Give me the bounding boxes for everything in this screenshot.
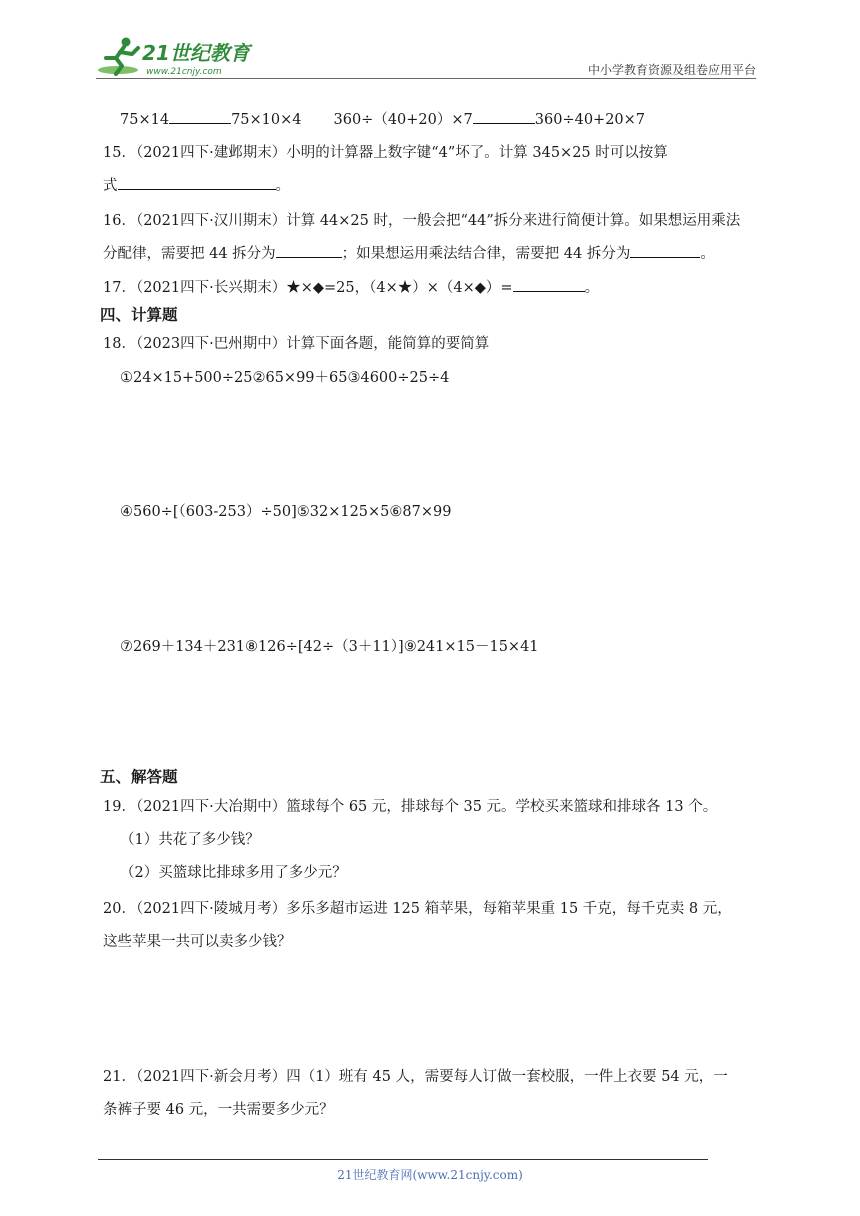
q19-sub-1: （1）共花了多少钱？ xyxy=(120,832,260,848)
logo-url: www.21cnjy.com xyxy=(146,67,222,77)
q14-blank-2[interactable] xyxy=(473,110,535,124)
section-heading-calculation: 四、计算题 xyxy=(100,306,178,324)
q14-expr-c: 360÷（40+20）×7 xyxy=(333,112,473,128)
q17-text: 17．（2021四下·长兴期末）★×◆=25，（4×★）×（4×◆）= xyxy=(103,280,513,296)
footer-site-link[interactable]: 21世纪教育网(www.21cnjy.com) xyxy=(337,1168,523,1182)
q17-text-line xyxy=(103,276,599,297)
q18-text: 18．（2023四下·巴州期中）计算下面各题，能简算的要简算 xyxy=(103,336,490,352)
footer-divider xyxy=(98,1159,708,1160)
q15-text-line-1: 15．（2021四下·建邺期末）小明的计算器上数字键“4”坏了。计算 345×25 时可以按算 xyxy=(103,145,668,161)
q19-text: 19．（2021四下·大冶期中）篮球每个 65 元，排球每个 35 元。学校买来篮球和排球各 13 个。 xyxy=(103,799,718,815)
q15-text-line-2 xyxy=(103,174,290,195)
q19-sub-2: （2）买篮球比排球多用了多少元？ xyxy=(120,865,347,881)
q16-text-line-1: 16．（2021四下·汉川期末）计算 44×25 时，一般会把“44”拆分来进行简便计算。如果想运用乘法 xyxy=(103,213,741,229)
q16-end: 。 xyxy=(700,246,715,262)
section-heading-word-problems: 五、解答题 xyxy=(100,768,178,786)
q14-comparison-line xyxy=(120,108,645,129)
q14-expr-d: 360÷40+20×7 xyxy=(534,112,646,128)
q21-text-line-1: 21．（2021四下·新会月考）四（1）班有 45 人，需要每人订做一套校服，一件上衣要 54 元，一 xyxy=(103,1069,728,1085)
q18-row-1: ①24×15+500÷25②65×99＋65③4600÷25÷4 xyxy=(120,370,450,386)
q18-row-3: ⑦269＋134＋231⑧126÷[42÷（3＋11）]⑨241×15－15×41 xyxy=(120,639,539,655)
q15-blank[interactable] xyxy=(118,176,276,190)
q21-text-line-2: 条裤子要 46 元，一共需要多少元？ xyxy=(103,1102,334,1118)
q18-row-2: ④560÷[（603-253）÷50]⑤32×125×5⑥87×99 xyxy=(120,504,452,520)
q15-prefix: 式 xyxy=(103,178,118,194)
q16-part-2: ；如果想运用乘法结合律，需要把 44 拆分为 xyxy=(341,246,631,262)
q16-blank-1[interactable] xyxy=(276,244,342,258)
q17-blank[interactable] xyxy=(513,278,585,292)
q16-blank-2[interactable] xyxy=(630,244,700,258)
q16-part-1: 分配律，需要把 44 拆分为 xyxy=(103,246,276,262)
runner-logo-icon xyxy=(96,34,256,80)
header-divider xyxy=(96,78,756,79)
logo-text: 21世纪教育 xyxy=(142,41,250,65)
q14-expr-b: 75×10×4 xyxy=(231,112,302,128)
q14-blank-1[interactable] xyxy=(169,110,231,124)
header-platform-text: 中小学教育资源及组卷应用平台 xyxy=(587,63,756,77)
q20-text-line-2: 这些苹果一共可以卖多少钱？ xyxy=(103,934,292,950)
q17-end: 。 xyxy=(584,280,600,296)
site-logo xyxy=(96,34,256,80)
q15-end: 。 xyxy=(275,178,290,194)
q14-expr-a: 75×14 xyxy=(120,112,170,128)
q16-text-line-2 xyxy=(103,242,715,263)
q20-text-line-1: 20．（2021四下·陵城月考）多乐多超市运进 125 箱苹果，每箱苹果重 15 千克，每千克卖 8 元， xyxy=(103,901,732,917)
